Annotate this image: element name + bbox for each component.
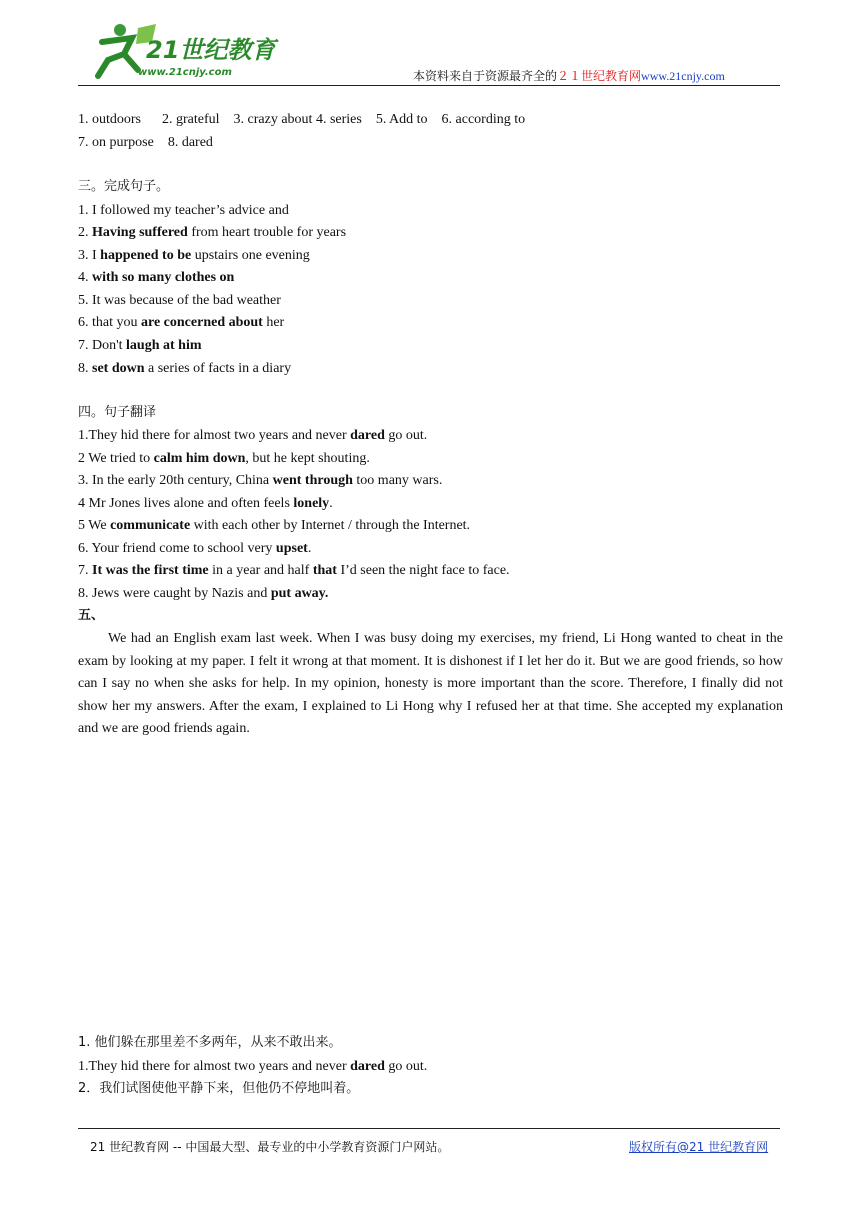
footer-divider: [78, 1128, 780, 1129]
translation-2: 2 We tried to calm him down, but he kept shouting.: [78, 451, 370, 466]
svg-text:www.21cnjy.com: www.21cnjy.com: [138, 67, 232, 78]
english-sentence-1: 1.They hid there for almost two years and never dared go out.: [78, 1059, 428, 1074]
translation-8: 8. Jews were caught by Nazis and put away.: [78, 586, 329, 601]
footer-copyright-link[interactable]: 版权所有@21 世纪教育网: [629, 1140, 769, 1154]
sentence-7: 7. Don't laugh at him: [78, 338, 202, 353]
header-divider: [78, 85, 780, 86]
sentence-1: 1. I followed my teacher’s advice and: [78, 203, 289, 218]
footer-description: 21 世纪教育网 -- 中国最大型、最专业的中小学教育资源门户网站。: [90, 1140, 450, 1154]
translation-5: 5 We communicate with each other by Internet / through the Internet.: [78, 518, 471, 533]
chinese-sentence-1: 1. 他们躲在那里差不多两年，从来不敢出来。: [78, 1035, 342, 1050]
sentence-5: 5. It was because of the bad weather: [78, 293, 281, 308]
svg-text:21世纪教育: 21世纪教育: [146, 36, 276, 64]
translation-7: 7. It was the first time in a year and half that I’d seen the night face to face.: [78, 563, 510, 578]
section-3-title: 三。完成句子。: [78, 179, 170, 194]
header-site-link[interactable]: www.21cnjy.com: [641, 69, 725, 83]
sentence-6: 6. that you are concerned about her: [78, 315, 285, 330]
sentence-2: 2. Having suffered from heart trouble for years: [78, 225, 347, 240]
answer-row-1: 1. outdoors 2. grateful 3. crazy about 4. series 5. Add to 6. according to: [78, 112, 526, 127]
section-5-title: 五、: [78, 608, 105, 623]
translation-6: 6. Your friend come to school very upset.: [78, 541, 312, 556]
essay-paragraph: We had an English exam last week. When I was busy doing my exercises, my friend, Li Hong wanted to cheat in the exam by looking at my paper. I felt it wrong at that moment. It is dishonest if I let her do it. But we are good friends, so how can I say no when she asks for help. In my opinion, honesty is more important than the score. Therefore, I finally did not show her my answers. After the exam, I explained to Li Hong why I refused her at that time. She accepted my explanation and we are good friends again.: [78, 631, 783, 737]
header-site-name: ２１世纪教育网: [557, 69, 642, 83]
sentence-8: 8. set down a series of facts in a diary: [78, 361, 292, 376]
chinese-sentence-2: 2．我们试图使他平静下来，但他仍不停地叫着。: [78, 1081, 360, 1096]
sentence-3: 3. I happened to be upstairs one evening: [78, 248, 310, 263]
translation-3: 3. In the early 20th century, China went through too many wars.: [78, 473, 443, 488]
translation-1: 1.They hid there for almost two years and never dared go out.: [78, 428, 428, 443]
answer-row-2: 7. on purpose 8. dared: [78, 135, 213, 150]
translation-4: 4 Mr Jones lives alone and often feels lonely.: [78, 496, 333, 511]
sentence-4: 4. with so many clothes on: [78, 270, 235, 285]
header-source-note: 本资料来自于资源最齐全的２１世纪教育网www.21cnjy.com: [413, 69, 725, 83]
site-logo: [80, 20, 280, 82]
section-4-title: 四。句子翻译: [78, 405, 157, 420]
